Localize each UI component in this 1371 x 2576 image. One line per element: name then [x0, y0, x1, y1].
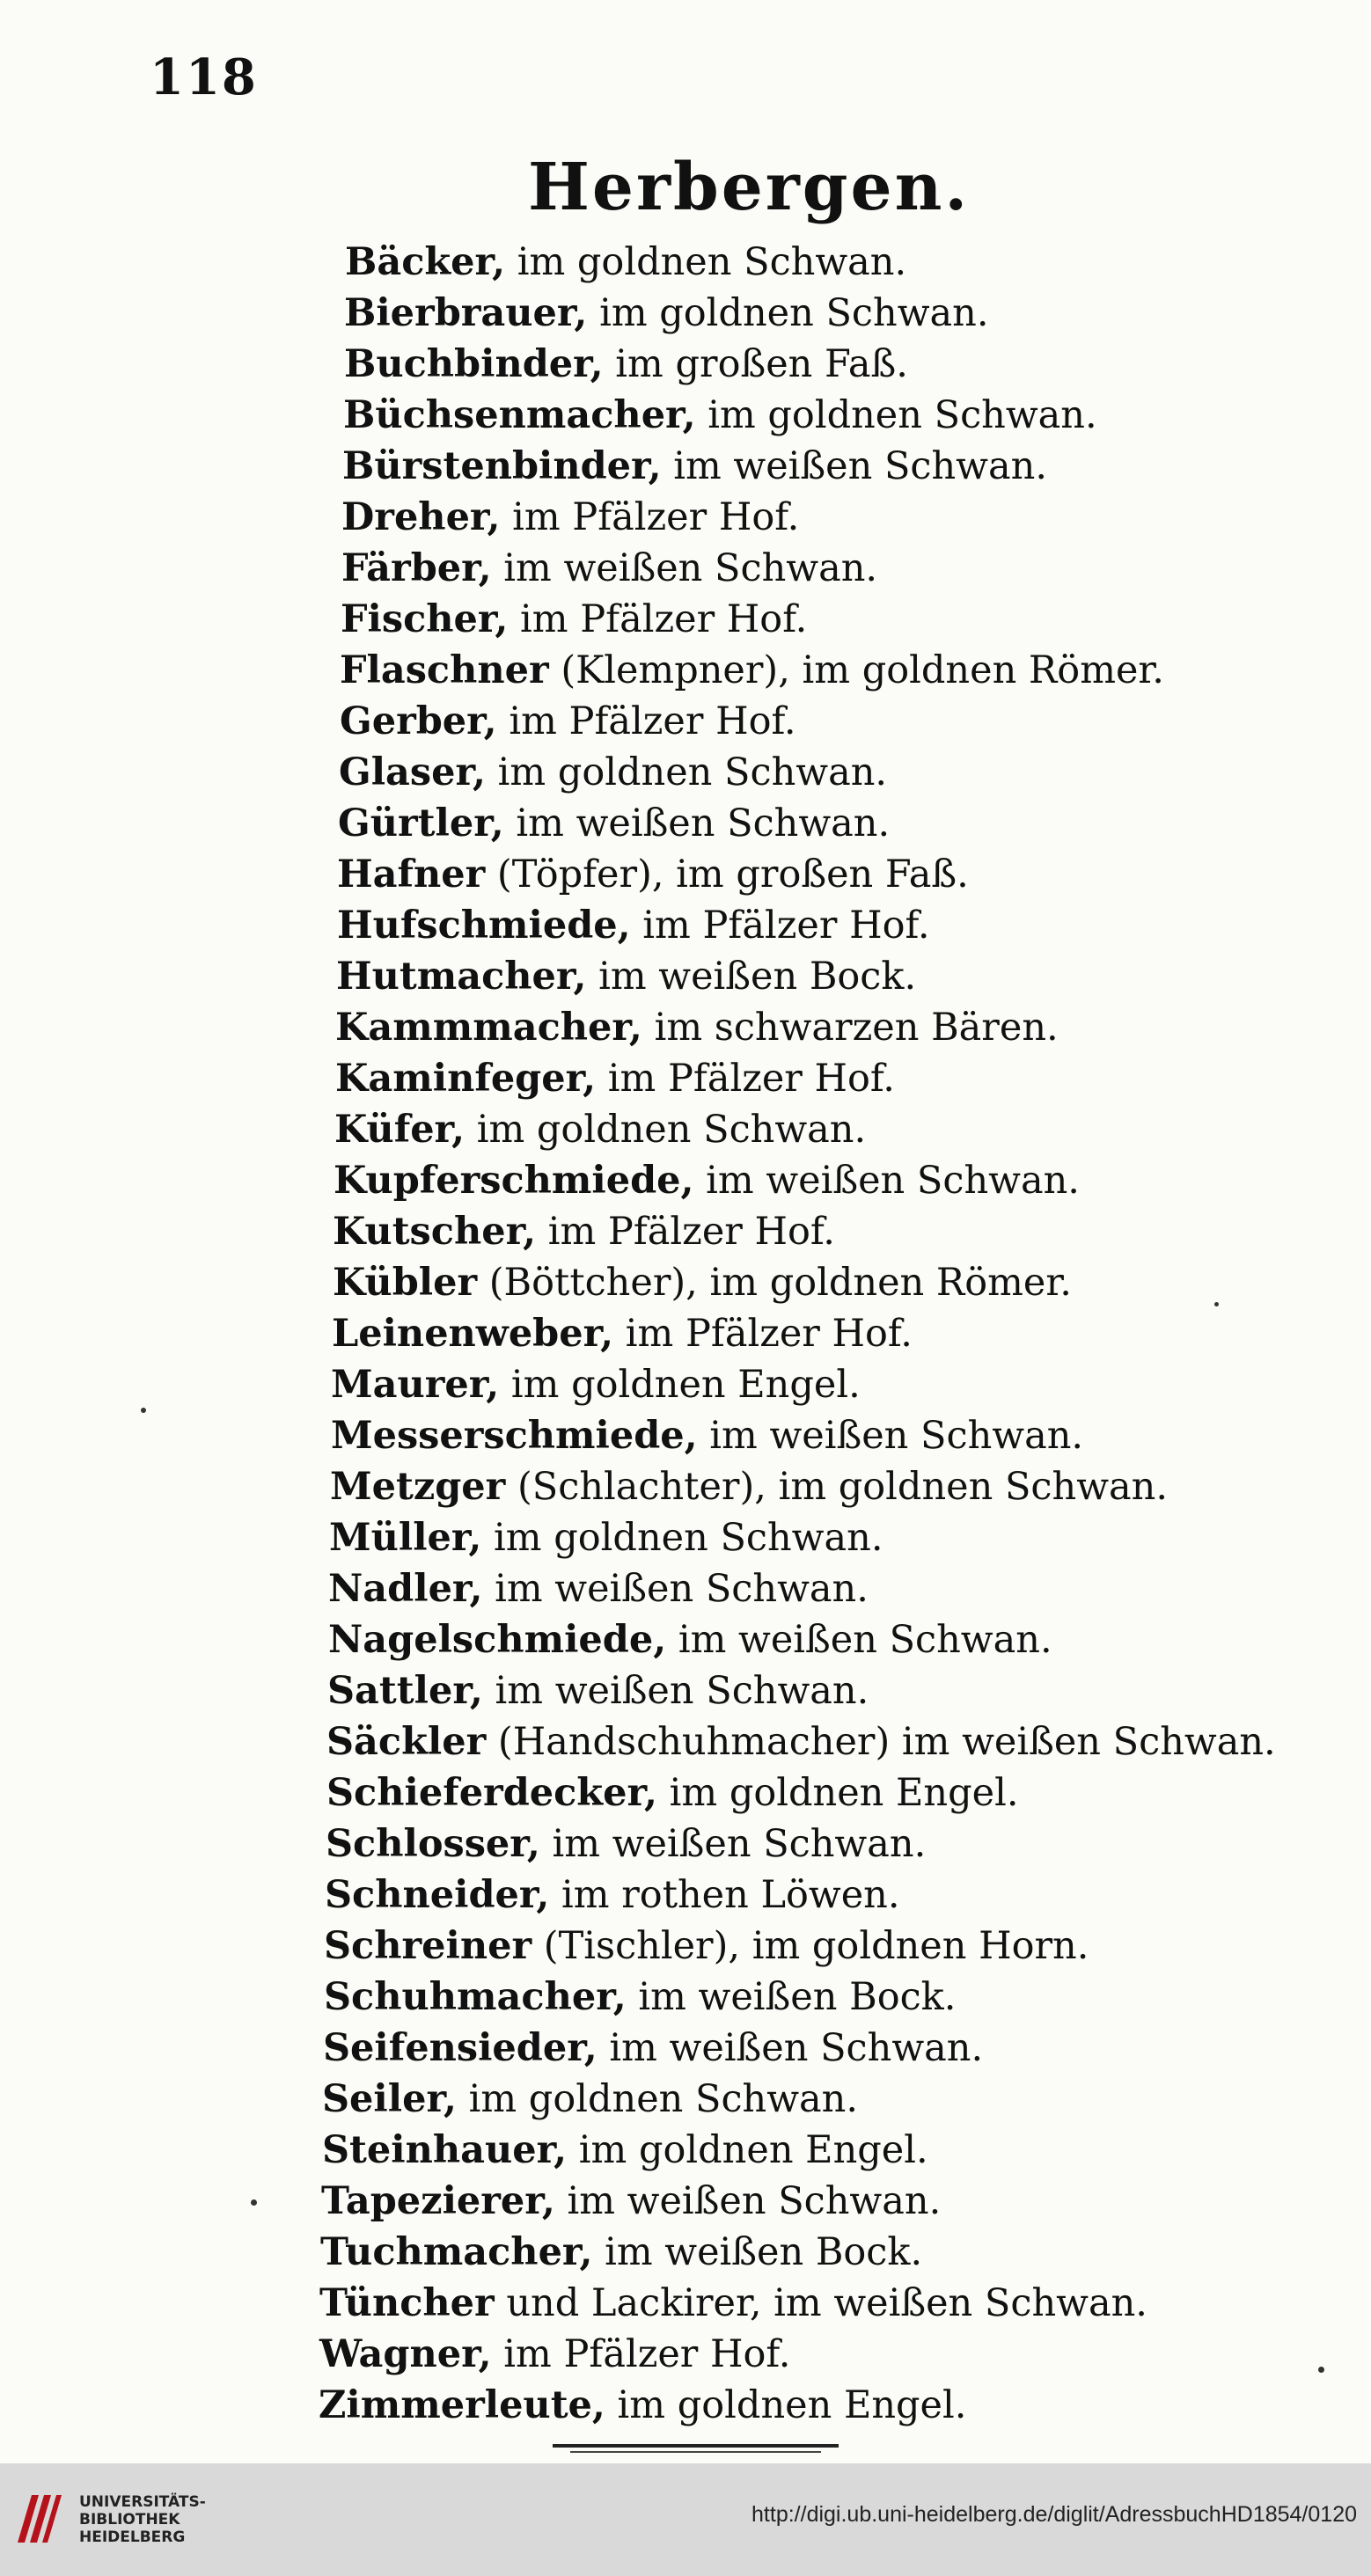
entry-trade: Buchbinder, [344, 342, 604, 386]
entry-trade: Schuhmacher, [324, 1975, 627, 2019]
entry-trade: Säckler [326, 1720, 487, 1764]
entry-trade: Kutscher, [333, 1210, 537, 1254]
entry-trade: Messerschmiede, [331, 1414, 698, 1458]
entry [326, 1819, 926, 1869]
entry-place: im großen Faß. [603, 342, 908, 386]
entry-trade: Sattler, [327, 1669, 483, 1713]
entry [338, 799, 890, 848]
entry-trade: Tapezierer, [321, 2179, 555, 2223]
footer-bar [0, 2463, 1371, 2576]
entry-trade: Steinhauer, [322, 2128, 568, 2172]
entry-trade: Kupferschmiede, [334, 1159, 694, 1203]
entry-trade: Schieferdecker, [326, 1771, 657, 1815]
entry-trade: Kaminfeger, [335, 1057, 597, 1101]
entry-place: im weißen Schwan. [693, 1159, 1080, 1203]
entry-place: (Handschuhmacher) im weißen Schwan. [486, 1720, 1276, 1764]
entry-trade: Nadler, [328, 1567, 483, 1611]
entry-place: im weißen Schwan. [503, 801, 891, 845]
entry [329, 1513, 883, 1562]
entry-place: im goldnen Schwan. [481, 1516, 883, 1560]
entry [332, 1309, 913, 1358]
entry-trade: Hufschmiede, [337, 904, 631, 948]
scan-speck [251, 2199, 257, 2206]
entry-place: im weißen Schwan. [697, 1414, 1084, 1458]
entry-place: (Klempner), im goldnen Römer. [548, 648, 1164, 692]
entry-trade: Nagelschmiede, [328, 1618, 667, 1662]
entry [335, 1054, 895, 1103]
entry-place: (Böttcher), im goldnen Römer. [477, 1261, 1072, 1305]
institution-line: HEIDELBERG [79, 2528, 186, 2546]
entry-place: im goldnen Schwan. [695, 393, 1097, 437]
page-number: 118 [150, 48, 258, 106]
entry-trade: Metzger [330, 1465, 506, 1509]
entry-place: im weißen Schwan. [666, 1618, 1052, 1662]
entry [340, 646, 1164, 695]
entry [336, 952, 916, 1001]
entry [319, 2330, 790, 2379]
closing-rule [553, 2444, 839, 2448]
entry-place: und Lackirer, im weißen Schwan. [494, 2281, 1147, 2325]
entry [323, 2023, 983, 2073]
entry-place: im weißen Bock. [592, 2230, 923, 2274]
entry-trade: Tüncher [319, 2281, 495, 2325]
entry [324, 1921, 1089, 1971]
entry-trade: Kammmacher, [335, 1006, 642, 1050]
entry [337, 901, 930, 950]
entry-trade: Maurer, [331, 1363, 500, 1407]
entry [333, 1258, 1072, 1307]
entry [344, 340, 908, 389]
entry-place: im goldnen Schwan. [465, 1108, 867, 1152]
entry [321, 2177, 941, 2226]
entry [344, 289, 989, 338]
entry-trade: Zimmerleute, [319, 2383, 605, 2427]
entry-trade: Seiler, [322, 2077, 457, 2121]
entry-place: im Pfälzer Hof. [496, 699, 796, 743]
entry-place: im Pfälzer Hof. [508, 597, 808, 641]
entry-place: im weißen Schwan. [554, 2179, 942, 2223]
entry-place: (Tischler), im goldnen Horn. [532, 1924, 1089, 1968]
entry [335, 1003, 1059, 1052]
entry-place: im goldnen Schwan. [587, 291, 989, 335]
entry-trade: Dreher, [341, 495, 501, 539]
entry-place: im Pfälzer Hof. [536, 1210, 835, 1254]
entry-trade: Bierbrauer, [344, 291, 588, 335]
entry-place: (Töpfer), im großen Faß. [485, 853, 969, 896]
entry-place: im weißen Bock. [626, 1975, 957, 2019]
entry-place: im weißen Schwan. [482, 1669, 869, 1713]
entry-place: im weißen Schwan. [661, 444, 1047, 488]
institution-line: BIBLIOTHEK [79, 2511, 180, 2528]
entry-place: im goldnen Engel. [656, 1771, 1019, 1815]
entry-trade: Müller, [329, 1516, 482, 1560]
entry [345, 238, 906, 287]
entry-trade: Seifensieder, [323, 2026, 598, 2070]
entry [319, 2381, 966, 2430]
entry [327, 1666, 869, 1716]
library-logo-icon [14, 2490, 65, 2546]
entry [328, 1615, 1052, 1665]
entry-trade: Glaser, [339, 750, 486, 794]
entry [324, 1972, 956, 2022]
entry [322, 2075, 858, 2124]
entry [325, 1870, 900, 1920]
entry-place: im goldnen Engel. [567, 2128, 928, 2172]
entry-place: (Schlachter), im goldnen Schwan. [505, 1465, 1168, 1509]
entry-place: im Pfälzer Hof. [596, 1057, 895, 1101]
entry-trade: Tuchmacher, [320, 2230, 593, 2274]
entry-trade: Färber, [341, 546, 492, 590]
entry-place: im goldnen Schwan. [456, 2077, 859, 2121]
entry-place: im goldnen Schwan. [505, 240, 907, 284]
entry-trade: Fischer, [341, 597, 509, 641]
entry [334, 1105, 866, 1154]
entry-place: im rothen Löwen. [549, 1873, 900, 1917]
entry-place: im Pfälzer Hof. [500, 495, 800, 539]
entry [341, 595, 807, 644]
entry-trade: Wagner, [319, 2332, 492, 2376]
entry [342, 442, 1047, 491]
entry-place: im schwarzen Bären. [642, 1006, 1059, 1050]
entry [343, 391, 1097, 440]
entry [341, 493, 799, 542]
entry-trade: Flaschner [340, 648, 549, 692]
entry-trade: Büchsenmacher, [343, 393, 696, 437]
entry [333, 1207, 835, 1256]
entry [337, 850, 969, 899]
entry-place: im weißen Schwan. [491, 546, 878, 590]
entry-trade: Gürtler, [338, 801, 504, 845]
entry-trade: Hafner [337, 853, 486, 896]
entry-place: im goldnen Engel. [605, 2383, 967, 2427]
entry-place: im Pfälzer Hof. [630, 904, 930, 948]
entry [331, 1360, 861, 1409]
entry-trade: Kübler [333, 1261, 478, 1305]
entry [328, 1564, 869, 1614]
scan-speck [1318, 2367, 1324, 2373]
entry-trade: Schlosser, [326, 1822, 540, 1866]
entry-place: im weißen Schwan. [597, 2026, 984, 2070]
entry-place: im weißen Schwan. [539, 1822, 927, 1866]
entry-place: im Pfälzer Hof. [491, 2332, 791, 2376]
entry-place: im weißen Bock. [586, 955, 917, 999]
entry [319, 2279, 1147, 2328]
entry [334, 1156, 1080, 1205]
entry-place: im Pfälzer Hof. [613, 1312, 913, 1356]
entry-trade: Küfer, [334, 1108, 466, 1152]
scan-speck [141, 1408, 146, 1413]
scan-speck [1214, 1302, 1219, 1306]
entry [331, 1411, 1083, 1460]
entry-trade: Hutmacher, [336, 955, 587, 999]
entry-trade: Bäcker, [345, 240, 506, 284]
entry-trade: Leinenweber, [332, 1312, 614, 1356]
entry [322, 2126, 928, 2175]
entry-place: im weißen Schwan. [482, 1567, 869, 1611]
entry-trade: Bürstenbinder, [342, 444, 662, 488]
entry [320, 2228, 922, 2277]
entry-place: im goldnen Engel. [499, 1363, 861, 1407]
entry [326, 1768, 1019, 1818]
entry [339, 748, 887, 797]
section-heading: Herbergen. [528, 150, 971, 225]
source-url[interactable]: http://digi.ub.uni-heidelberg.de/diglit/AdressbuchHD1854/0120 [751, 2502, 1357, 2527]
institution-name [79, 2493, 206, 2546]
institution-line: UNIVERSITÄTS- [79, 2493, 206, 2511]
entry-place: im goldnen Schwan. [485, 750, 888, 794]
entry-trade: Schreiner [324, 1924, 532, 1968]
entry [326, 1717, 1276, 1767]
entry [330, 1462, 1168, 1511]
entry [341, 544, 877, 593]
entry [340, 697, 796, 746]
entry-trade: Gerber, [340, 699, 497, 743]
entry-trade: Schneider, [325, 1873, 550, 1917]
